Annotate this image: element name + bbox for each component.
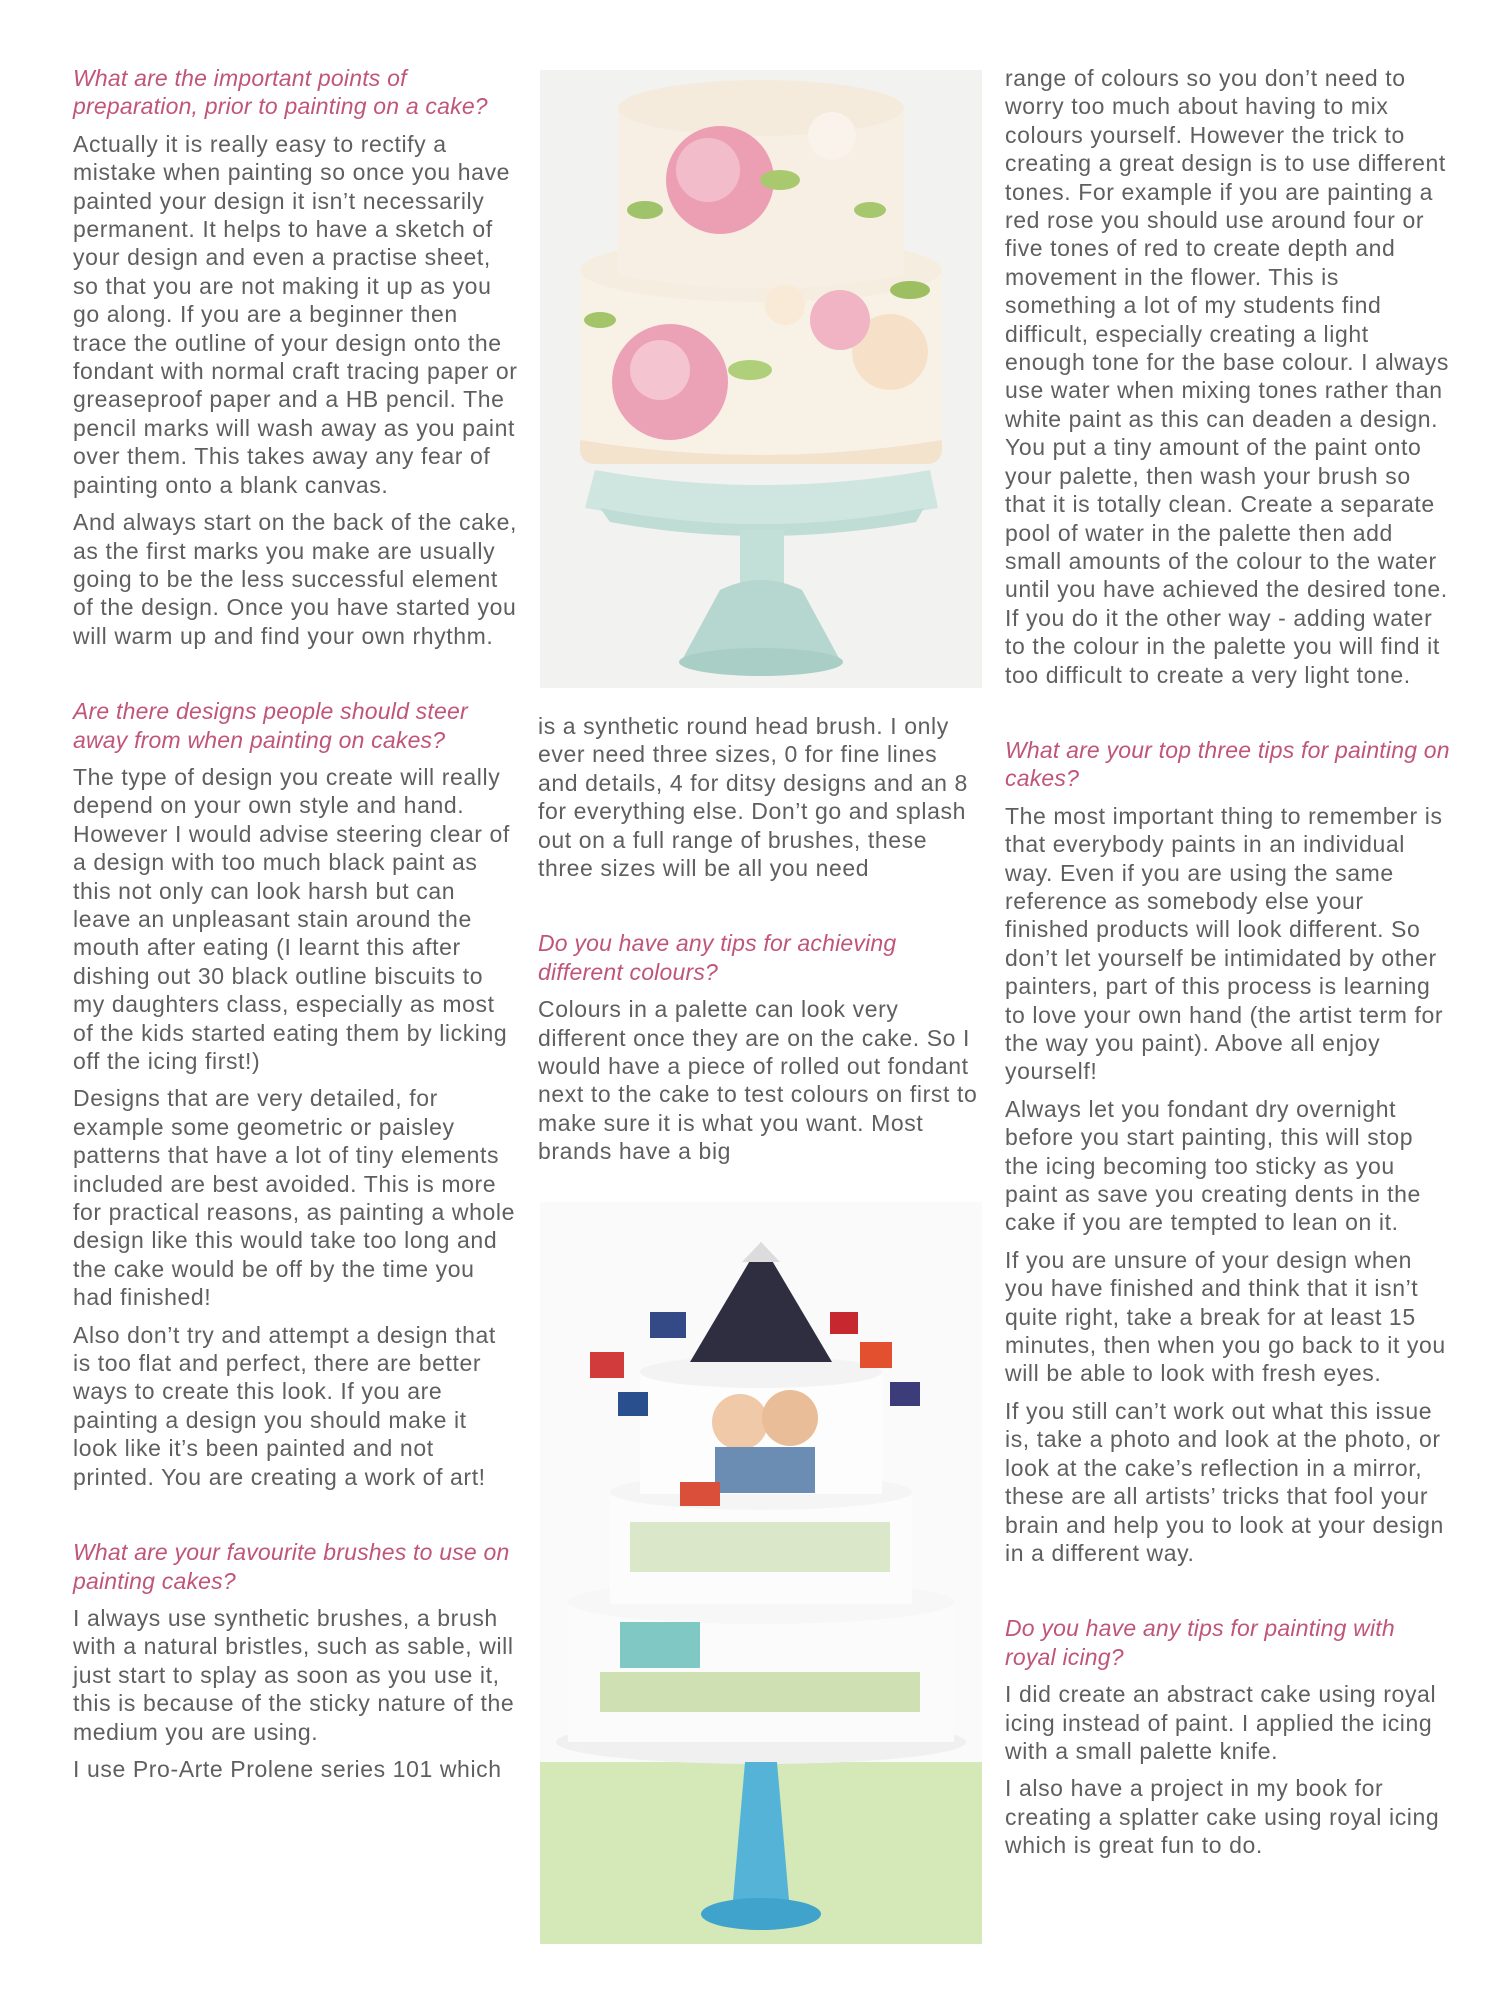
answer-paragraph: I always use synthetic brushes, a brush with a natural bristles, such as sable, will just start to splay as soon as you use it, this is because of the sticky nature of the medium you are using.	[73, 1604, 515, 1745]
answer-paragraph: Actually it is really easy to rectify a mistake when painting so once you have painted your design it isn’t necessarily permanent. It helps to have a sketch of your design and even a practise sheet, so that you are not making it up as you go along. If you are a beginner then trace the outline of your design onto the fondant with normal craft tracing paper or greaseproof paper and a HB pencil. The pencil marks will wash away as you paint over them. This takes away any fear of painting onto a blank canvas.	[73, 130, 518, 498]
answer-paragraph: range of colours so you don’t need to worry too much about having to mix colours yourself. However the trick to creating a great design is to use different tones. For example if you are painting a red rose you should use around four or five tones of red to create depth and movement in the flower. This is something a lot of my students find difficult, especially creating a light enough tone for the base colour. I always use water when mixing tones rather than white paint as this can deaden a design. You put a tiny amount of the paint onto your palette, then wash your brush so that it is totally clean. Create a separate pool of water in the palette then add small amounts of the colour to the water until you have achieved the desired tone. If you do it the other way - adding water to the colour in the palette you will find it too difficult to create a very light tone.	[1005, 65, 1449, 688]
answer-paragraph: is a synthetic round head brush. I only ever need three sizes, 0 for fine lines and details, 4 for ditsy designs and an 8 for everything else. Don’t go and splash out on a full range of brushes, these three sizes will be all you need	[538, 713, 968, 882]
question-heading: What are your top three tips for painting on cakes?	[1005, 736, 1450, 792]
answer-paragraph: The type of design you create will really depend on your own style and hand. However I would advise steering clear of a design with too much black paint as this not only can look harsh but can leave an unpleasant stain around the mouth after eating (I learnt this after dishing out 30 black outline biscuits to my daughters class, especially as most of the kids started eating them by licking off the icing first!)	[73, 763, 510, 1074]
section-spacer	[1005, 1576, 1450, 1614]
answer-paragraph: If you are unsure of your design when you have finished and think that it isn’t quite right, take a break for at least 15 minutes, then when you go back to it you will be able to look with fresh eyes.	[1005, 1246, 1446, 1387]
question-heading: What are the important points of preparation, prior to painting on a cake?	[73, 65, 488, 120]
question-heading: Are there designs people should steer away from when painting on cakes?	[73, 698, 468, 753]
column-2	[538, 712, 983, 1175]
section-spacer	[73, 1500, 518, 1538]
section-spacer	[538, 891, 983, 929]
answer-paragraph: I use Pro-Arte Prolene series 101 which	[73, 1755, 502, 1782]
floral-cake-photo	[540, 70, 982, 688]
question-heading: Do you have any tips for painting with royal icing?	[1005, 1615, 1395, 1670]
question-heading: What are your favourite brushes to use on painting cakes?	[73, 1539, 510, 1594]
answer-paragraph: I did create an abstract cake using royal icing instead of paint. I applied the icing with a small palette knife.	[1005, 1681, 1437, 1764]
answer-paragraph: The most important thing to remember is that everybody paints in an individual way. Even if you are using the same reference as somebody else your finished products will look different. So don’t let yourself be intimidated by other painters, part of this process is learning to love your own hand (the artist term for the way you paint). Above all enjoy yourself!	[1005, 802, 1444, 1085]
answer-paragraph: And always start on the back of the cake, as the first marks you make are usually going to be the less successful element of the design. Once you have started you will warm up and find your own rhythm.	[73, 509, 517, 649]
answer-paragraph: I also have a project in my book for creating a splatter cake using royal icing which is great fun to do.	[1005, 1775, 1440, 1859]
answer-paragraph: Designs that are very detailed, for example some geometric or paisley patterns that have a lot of tiny elements included are best avoided. This is more for practical reasons, as painting a whole design like this would take too long and the cake would be off by the time you had finished!	[73, 1085, 515, 1311]
column-3	[1005, 64, 1450, 1869]
section-spacer	[73, 659, 518, 697]
answer-paragraph: Always let you fondant dry overnight before you start painting, this will stop the icing becoming too sticky as you paint as save you creating dents in the cake if you are tempted to lean on it.	[1005, 1095, 1421, 1236]
festival-cake-photo	[540, 1202, 982, 1944]
answer-paragraph: Also don’t try and attempt a design that is too flat and perfect, there are better ways to create this look. If you are painting a design you should make it look like it’s been painted and not printed. You are creating a work of art!	[73, 1321, 496, 1490]
question-heading: Do you have any tips for achieving different colours?	[538, 930, 897, 985]
answer-paragraph: If you still can’t work out what this issue is, take a photo and look at the photo, or look at the cake’s reflection in a mirror, these are all artists’ tricks that fool your brain and help you to look at your design in a different way.	[1005, 1397, 1444, 1566]
answer-paragraph: Colours in a palette can look very different once they are on the cake. So I would have a piece of rolled out fondant next to the cake to test colours on first to make sure it is what you want. Most brands have a big	[538, 996, 978, 1165]
section-spacer	[1005, 698, 1450, 736]
column-1	[73, 64, 518, 1792]
